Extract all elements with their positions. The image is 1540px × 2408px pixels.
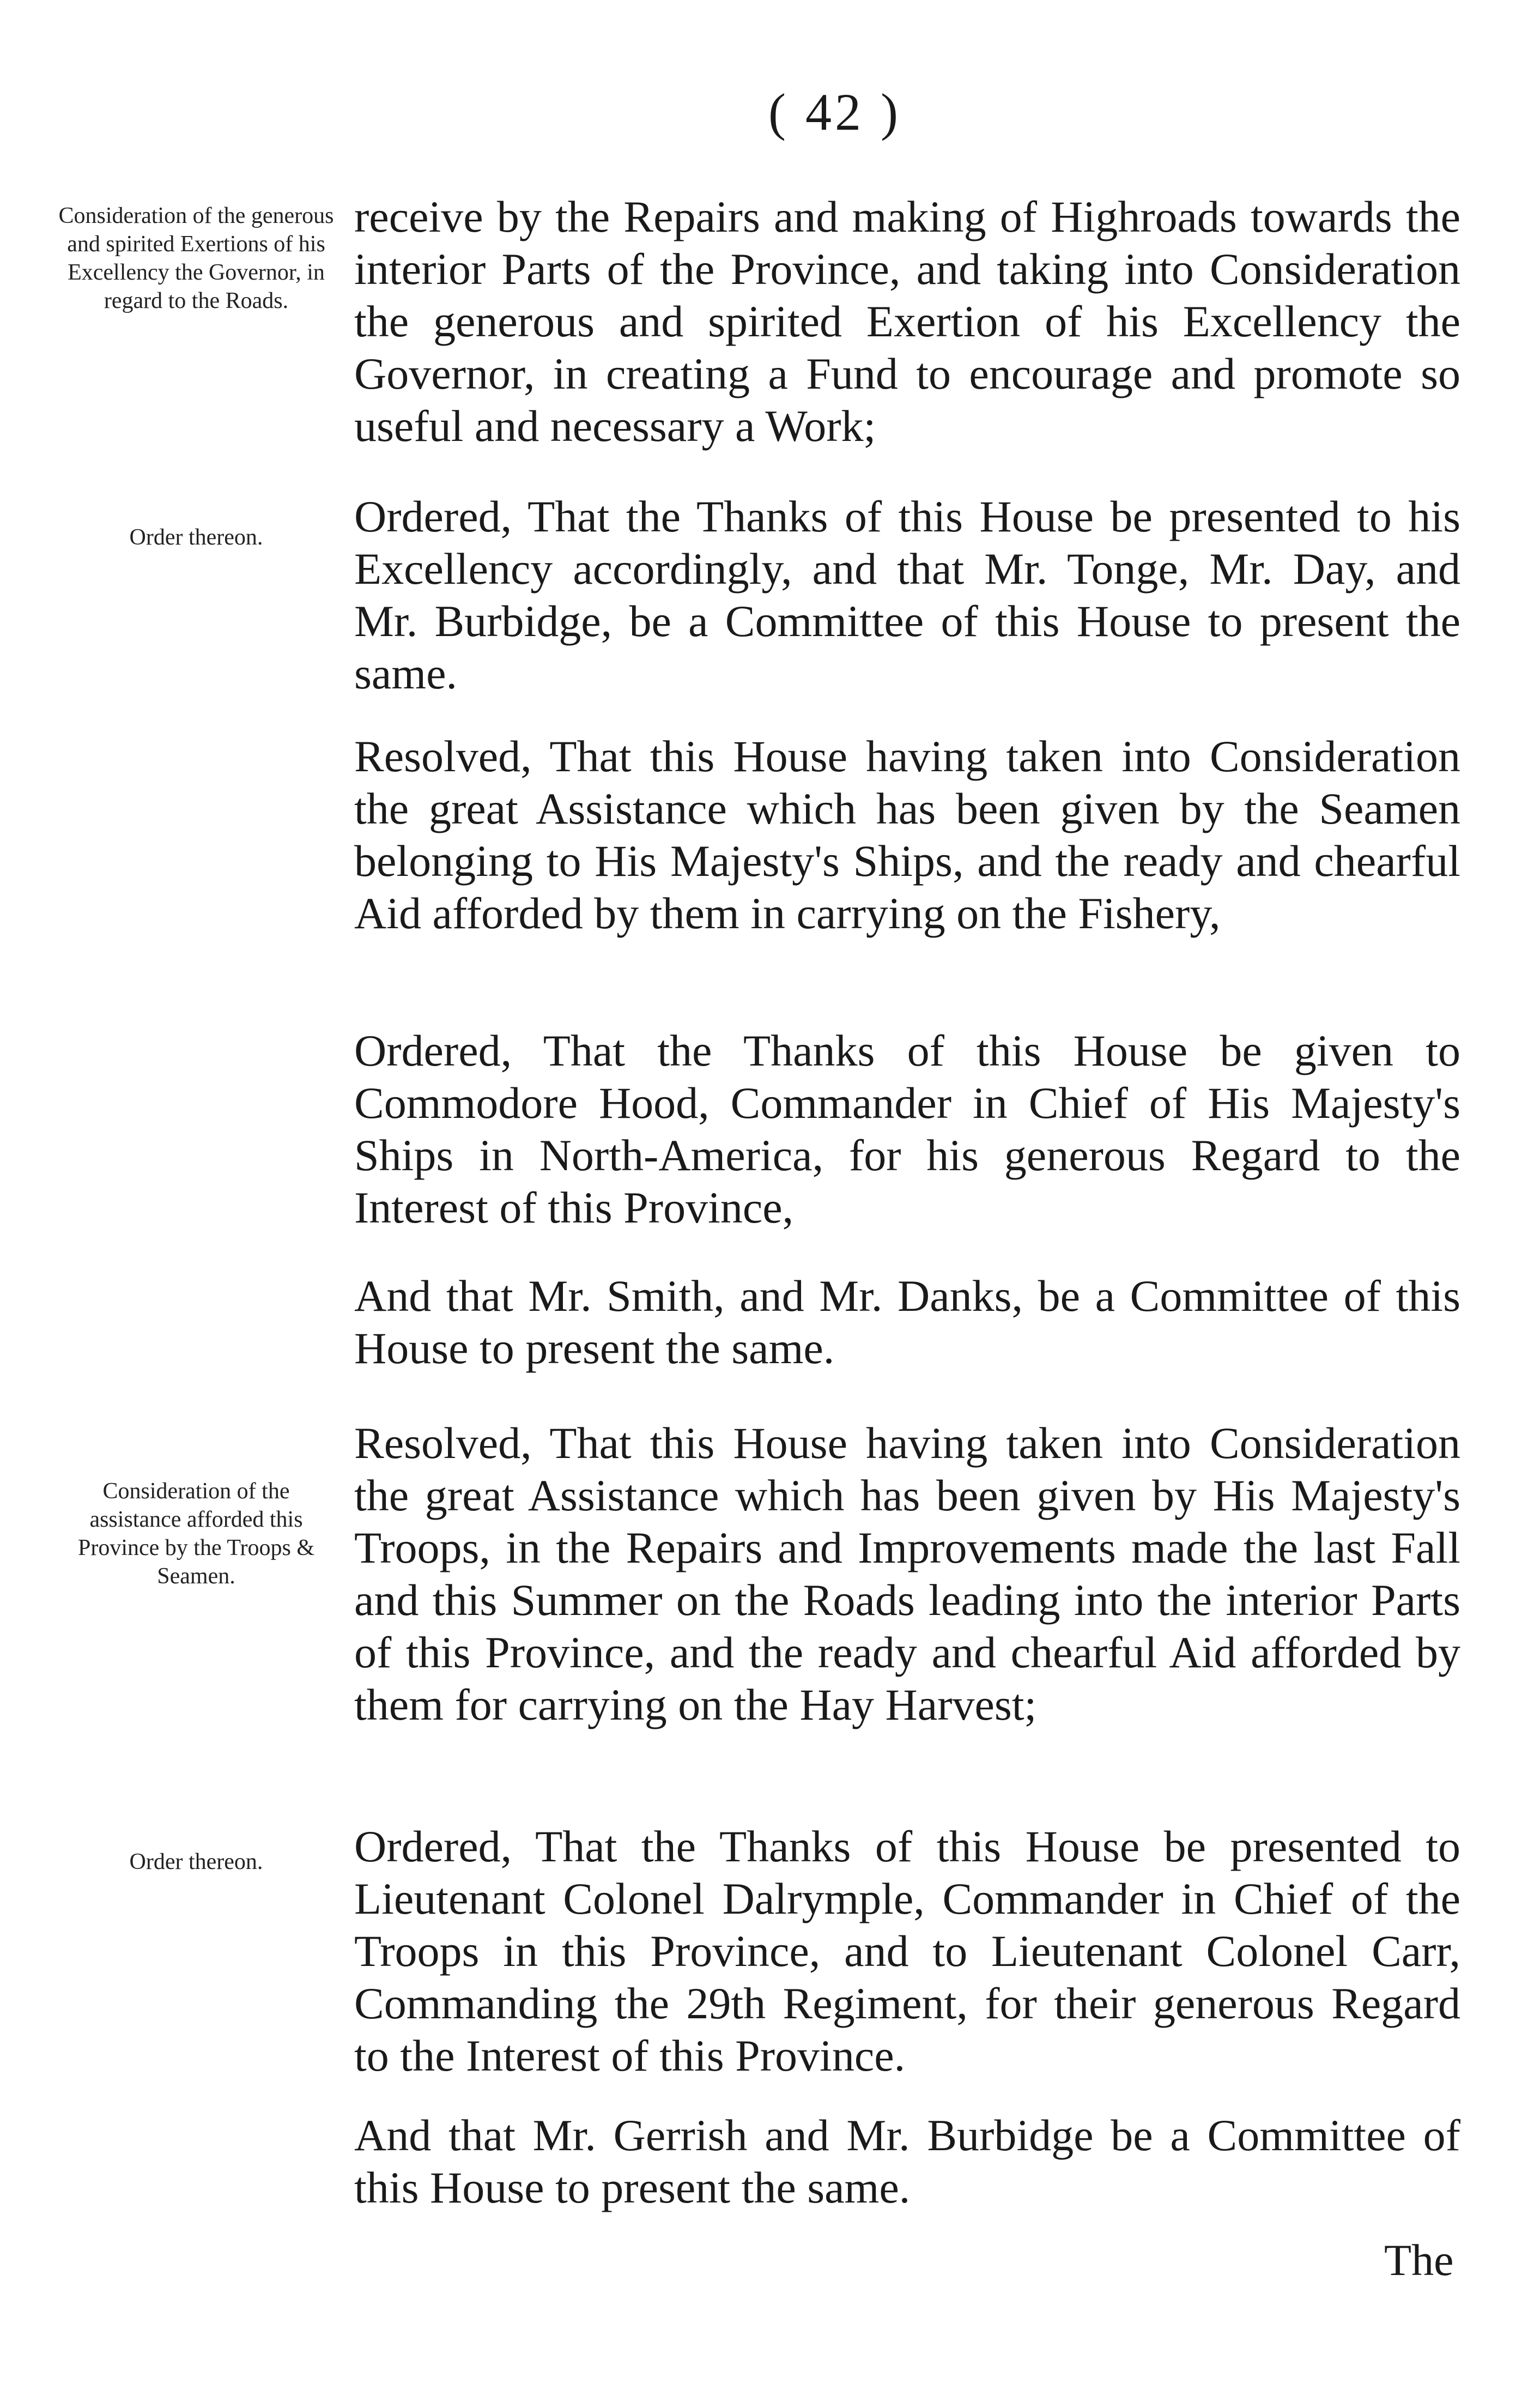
catchword: The [1384, 2235, 1454, 2285]
body-paragraph: Resolved, That this House having taken into Consideration the great Assistance which has been given by His Majesty's Troops, in the Repairs and Improvements made the last Fall and this Summer on the Roads leading into the interior Parts of this Province, and the ready and chearful Aid afforded by them for carrying on the Hay Harvest; [354, 1418, 1460, 1729]
body-paragraph: And that Mr. Smith, and Mr. Danks, be a Committee of this House to present the same. [354, 1271, 1460, 1373]
body-paragraph: Ordered, That the Thanks of this House be presented to Lieutenant Colonel Dalrymple, Commander in Chief of the Troops in this Province, and to Lieutenant Colonel Carr, Commanding the 29th Regiment, for their generous Regard to the Interest of this Province. [354, 1822, 1460, 2080]
body-paragraph: receive by the Repairs and making of Highroads towards the interior Parts of the Province, and taking into Consideration the generous and spirited Exertion of his Excellency the Governor, in creating a Fund to encourage and promote so useful and necessary a Work; [354, 192, 1460, 451]
body-paragraph: Ordered, That the Thanks of this House be given to Commodore Hood, Commander in Chief of His Majesty's Ships in North-America, for his generous Regard to the Interest of this Province, [354, 1026, 1460, 1232]
body-paragraph: Ordered, That the Thanks of this House be presented to his Excellency accordingly, and that Mr. Tonge, Mr. Day, and Mr. Burbidge, be a Committee of this House to present the same. [354, 492, 1460, 698]
margin-note: Order thereon. [129, 525, 263, 550]
page-number: ( 42 ) [768, 83, 901, 141]
margin-note: Consideration of the generous and spirited Exertions of his Excellency the Governor, in regard to the Roads. [58, 203, 334, 313]
body-paragraph: Resolved, That this House having taken into Consideration the great Assistance which has been given by the Seamen belonging to His Majesty's Ships, and the ready and chearful Aid afforded by them in carrying on the Fishery, [354, 731, 1460, 938]
body-paragraph: And that Mr. Gerrish and Mr. Burbidge be a Committee of this House to present the same. [354, 2110, 1460, 2212]
margin-note: Order thereon. [129, 1849, 263, 1874]
margin-note: Consideration of the assistance afforded this Province by the Troops & Seamen. [77, 1479, 315, 1589]
